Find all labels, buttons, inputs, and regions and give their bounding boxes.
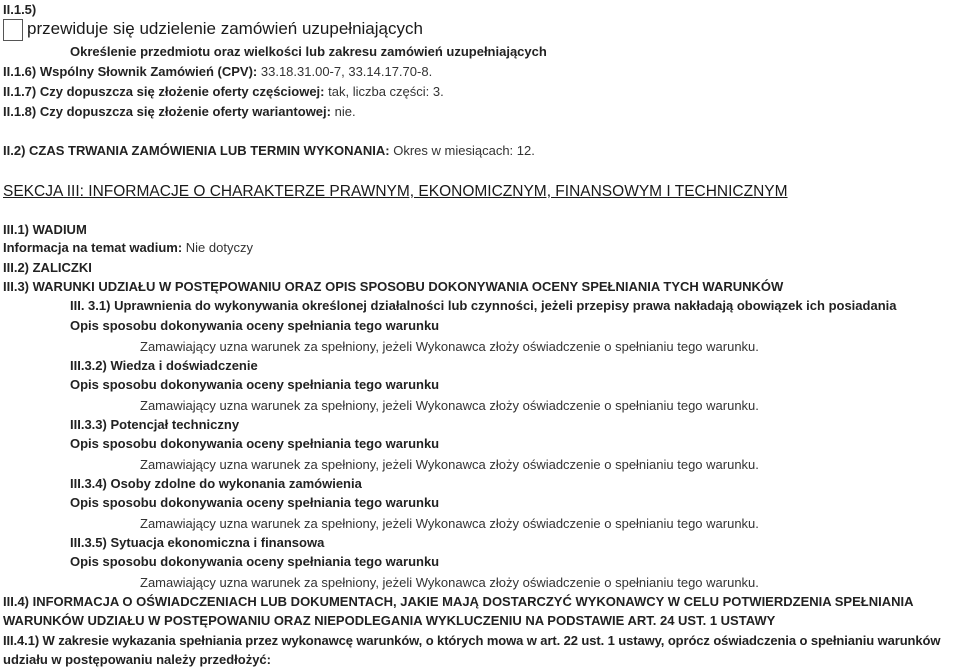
condition-title: III. 3.1) Uprawnienia do wykonywania określonej działalności lub czynności, jeżeli przepisy prawa nakładają obowiązek ich posiadania <box>70 298 897 313</box>
condition-title: III.3.4) Osoby zdolne do wykonania zamówienia <box>70 476 362 491</box>
documents-heading-line1: III.4) INFORMACJA O OŚWIADCZENIACH LUB DOKUMENTACH, JAKIE MAJĄ DOSTARCZYĆ WYKONAWCY W CELU POTWIERDZENIA SPEŁNIANIA <box>3 594 914 609</box>
cpv-label: II.1.6) Wspólny Słownik Zamówień (CPV): <box>3 64 258 79</box>
documents-heading-line2: WARUNKÓW UDZIAŁU W POSTĘPOWANIU ORAZ NIEPODLEGANIA WYKLUCZENIU NA PODSTAWIE ART. 24 UST. 1 USTAWY <box>3 613 776 628</box>
zaliczki-heading: III.2) ZALICZKI <box>3 260 92 275</box>
section-iii-title: SEKCJA III: INFORMACJE O CHARAKTERZE PRAWNYM, EKONOMICZNYM, FINANSOWYM I TECHNICZNYM <box>3 183 788 200</box>
ii15-subtitle: Określenie przedmiotu oraz wielkości lub zakresu zamówień uzupełniających <box>70 44 547 59</box>
wadium-info-label: Informacja na temat wadium: <box>3 240 183 255</box>
wadium-info-row <box>3 240 253 256</box>
partial-offer-row <box>3 84 444 100</box>
wadium-info-value: Nie dotyczy <box>185 240 253 255</box>
method-text: Zamawiający uzna warunek za spełniony, jeżeli Wykonawca złoży oświadczenie o spełnianiu tego warunku. <box>140 457 759 472</box>
condition-title: III.3.5) Sytuacja ekonomiczna i finansowa <box>70 535 325 550</box>
duration-row <box>3 143 535 159</box>
wadium-heading: III.1) WADIUM <box>3 222 87 237</box>
duration-label: II.2) CZAS TRWANIA ZAMÓWIENIA LUB TERMIN WYKONANIA: <box>3 143 390 158</box>
documents-sub-line1: III.4.1) W zakresie wykazania spełniania przez wykonawcę warunków, o których mowa w art. 22 ust. 1 ustawy, oprócz oświadczenia o spełnianiu warunków <box>3 633 941 648</box>
condition-title: III.3.2) Wiedza i doświadczenie <box>70 358 258 373</box>
ii15-title: przewiduje się udzielenie zamówień uzupełniających <box>27 19 423 38</box>
partial-offer-value: tak, liczba części: 3. <box>328 84 444 99</box>
documents-sub-line2: udziału w postępowaniu należy przedłożyć: <box>3 652 271 667</box>
method-label: Opis sposobu dokonywania oceny spełniania tego warunku <box>70 495 440 510</box>
condition-title: III.3.3) Potencjał techniczny <box>70 417 240 432</box>
variant-offer-value: nie. <box>334 104 356 119</box>
checkbox-icon <box>3 19 23 41</box>
method-text: Zamawiający uzna warunek za spełniony, jeżeli Wykonawca złoży oświadczenie o spełnianiu tego warunku. <box>140 575 759 590</box>
cpv-row <box>3 64 432 80</box>
method-label: Opis sposobu dokonywania oceny spełniania tego warunku <box>70 554 440 569</box>
method-label: Opis sposobu dokonywania oceny spełniania tego warunku <box>70 436 440 451</box>
method-text: Zamawiający uzna warunek za spełniony, jeżeli Wykonawca złoży oświadczenie o spełnianiu tego warunku. <box>140 516 759 531</box>
method-text: Zamawiający uzna warunek za spełniony, jeżeli Wykonawca złoży oświadczenie o spełnianiu tego warunku. <box>140 339 759 354</box>
method-text: Zamawiający uzna warunek za spełniony, jeżeli Wykonawca złoży oświadczenie o spełnianiu tego warunku. <box>140 398 759 413</box>
ii15-row <box>3 18 423 41</box>
method-label: Opis sposobu dokonywania oceny spełniania tego warunku <box>70 377 440 392</box>
variant-offer-label: II.1.8) Czy dopuszcza się złożenie oferty wariantowej: <box>3 104 331 119</box>
section-heading-ii15: II.1.5) <box>3 2 37 17</box>
duration-value: Okres w miesiącach: 12. <box>393 143 535 158</box>
partial-offer-label: II.1.7) Czy dopuszcza się złożenie oferty częściowej: <box>3 84 325 99</box>
method-label: Opis sposobu dokonywania oceny spełniania tego warunku <box>70 318 440 333</box>
cpv-value: 33.18.31.00-7, 33.14.17.70-8. <box>260 64 433 79</box>
conditions-heading: III.3) WARUNKI UDZIAŁU W POSTĘPOWANIU ORAZ OPIS SPOSOBU DOKONYWANIA OCENY SPEŁNIANIA TYCH WARUNKÓW <box>3 279 784 294</box>
variant-offer-row <box>3 104 356 120</box>
